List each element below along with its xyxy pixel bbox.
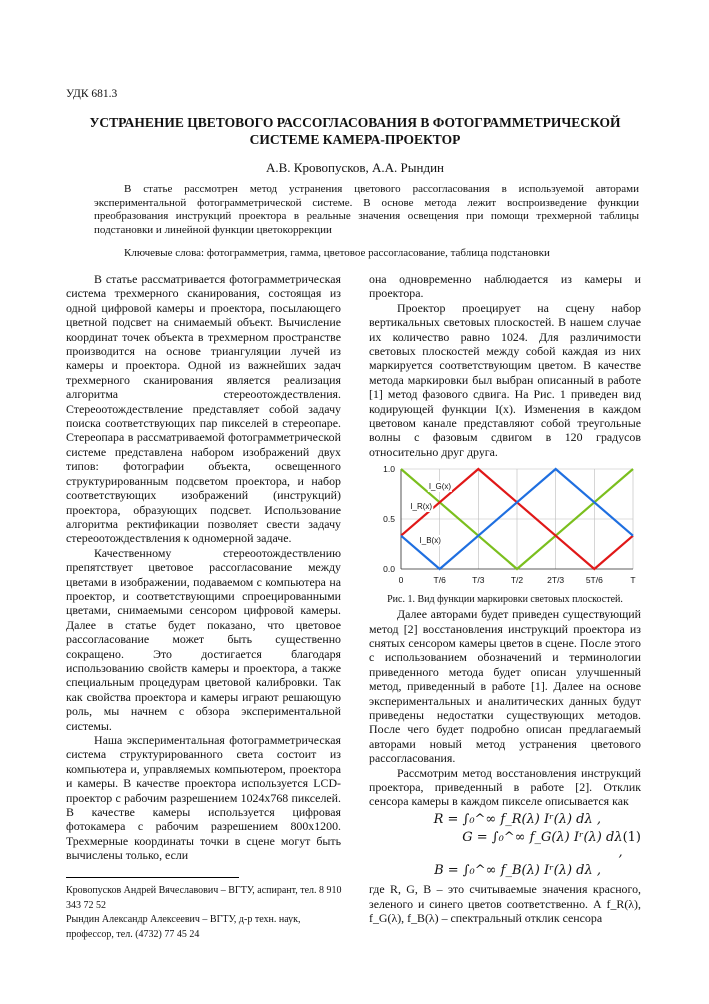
formula-b: B = ∫₀^∞ f_B(λ) Iʳ(λ) dλ , bbox=[434, 863, 601, 878]
x-tick-label: T bbox=[630, 575, 636, 586]
abstract: В статье рассмотрен метод устранения цветового рассогласования в используемой авторами экспериментальной фотограмметрической системе. В основе метода лежит воспроизведение функции преобразования инструкций проектора в реальные значения освещения при помощи трехмерной таблицы подстановки и линейной функции цветокоррекции bbox=[94, 183, 639, 236]
formula-g: G = ∫₀^∞ f_G(λ) Iʳ(λ) dλ , (1) bbox=[462, 830, 641, 860]
y-tick-label: 0.5 bbox=[383, 514, 395, 525]
right-column bbox=[369, 272, 641, 926]
series-label: I_G(x) bbox=[428, 482, 452, 492]
paragraph: Далее авторами будет приведен существующий метод [2] восстановления инструкций проектора из снятых сенсором камеры цветов в сцене. После этого с использованием обозначений и терминологии приведенного метода будет описан улучшенный метод, приведенный в работе [1]. Далее на основе экспериментальных и аналитических данных будут приведены недостатки существующих методов. После чего будет подробно описан предлагаемый авторами новый метод устранения цветового рассогласования. bbox=[369, 607, 641, 766]
paragraph: Наша экспериментальная фотограмметрическая система структурированного света состоит из компьютера и, управляемых компьютером, проектора и камеры. В качестве проектора используется LCD-проектор с рабочим разрешением 1024x768 пикселей. В качестве камеры используется цифровая фотокамера с рабочим разрешением 800x1200. Трехмерные координаты точки в сцене могут быть вычислены только, если bbox=[66, 733, 341, 863]
footnote: Кровопусков Андрей Вячеславович – ВГТУ, аспирант, тел. 8 910 343 72 52 bbox=[66, 885, 342, 911]
authors: А.В. Кровопусков, А.А. Рындин bbox=[265, 160, 445, 175]
paragraph: Качественному стереоотождествлению препятствует цветовое рассогласование между цветами в изображении, подаваемом с компьютера на проектор, и соответствующими спроецированными цветами, снимаемыми сенсором цифровой камеры. Далее в статье будет показано, что цветовое рассогласование может быть существенно сокращено. Это достигается благодаря использованию свойств камеры и проектора, а также специальным процедурам цветовой калибровки. Так как свойства проектора и камеры играют решающую роль, мы начнем с обзора экспериментальной системы. bbox=[66, 545, 341, 733]
y-tick-label: 0.0 bbox=[383, 564, 395, 575]
left-column bbox=[66, 272, 341, 863]
paragraph: она одновременно наблюдается из камеры и проектора. bbox=[369, 272, 641, 301]
footnotes bbox=[66, 884, 342, 942]
x-tick-label: T/3 bbox=[472, 575, 485, 586]
figure-caption: Рис. 1. Вид функции маркировки световых плоскостей. bbox=[387, 593, 623, 605]
equation-number: (1) bbox=[622, 830, 641, 846]
x-tick-label: T/6 bbox=[433, 575, 446, 586]
udc-code: УДК 681.3 bbox=[66, 88, 118, 100]
series-label: I_B(x) bbox=[419, 536, 441, 546]
paragraph: Рассмотрим метод восстановления инструкций проектора, приведенный в работе [2]. Отклик сенсора камеры в каждом пикселе описывается как bbox=[369, 765, 641, 809]
x-tick-label: T/2 bbox=[510, 575, 524, 586]
chart-series-labels bbox=[409, 481, 452, 546]
y-tick-label: 1.0 bbox=[383, 464, 395, 475]
footnote-rule bbox=[66, 877, 239, 878]
paragraph: В статье рассматривается фотограмметрическая система трехмерного сканирования, состоящая из одной цифровой камеры и проектора, посылающего цветной подсвет на снимаемый объект. Вычисление координат точек объекта в трехмерном пространстве производится на основе триангуляции лучей из камеры и проектора. Одной из важнейших задач трехмерного сканирования является реализация алгоритма стереоотождествления. Стереоотождествление представляет собой задачу поиска соответствующих пар пикселей в стереопаре. Стереопара в рассматриваемой фотограмметрической системе представлена набором изображений двух типов: фотографии объекта, освещенного структурированным подсветом проектора, и набор соответствующих изображений (инструкций) проектора, образующих подсвет. Использование алгоритма ректификации позволяет свести задачу стереоотождествления к одномерной задаче. bbox=[66, 272, 341, 546]
formula-r: R = ∫₀^∞ f_R(λ) Iʳ(λ) dλ , bbox=[433, 811, 601, 827]
paper-title: УСТРАНЕНИЕ ЦВЕТОВОГО РАССОГЛАСОВАНИЯ В ФОТОГРАММЕТРИЧЕСКОЙ СИСТЕМЕ КАМЕРА-ПРОЕКТОР bbox=[89, 115, 621, 147]
paragraph: где R, G, B – это считываемые значения красного, зеленого и синего цветов соответственно. А f_R(λ), f_G(λ), f_B(λ) – спектральный отклик сенсора bbox=[369, 882, 641, 926]
footnote: Рындин Александр Алексеевич – ВГТУ, д-р техн. наук, профессор, тел. (4732) 77 45 24 bbox=[66, 914, 301, 940]
keywords: Ключевые слова: фотограмметрия, гамма, цветовое рассогласование, таблица подстановки bbox=[124, 247, 550, 259]
x-tick-label: 2T/3 bbox=[547, 575, 565, 586]
series-label: I_R(x) bbox=[410, 502, 433, 512]
paragraph: Проектор проецирует на сцену набор вертикальных световых плоскостей. В нашем случае их количество равно 1024. Для различимости световых плоскостей между собой каждая из них маркируется соответствующим цветом. В качестве метода маркировки был выбран описанный в работе [1] метод фазового сдвига. На Рис. 1 приведен вид кодирующей функции I(x). Изменения в каждом цветовом канале представляют собой треугольные волны с фазовым сдвигом в 120 градусов относительно друг друга. bbox=[369, 300, 641, 459]
x-tick-label: 5T/6 bbox=[585, 575, 603, 586]
phase-shift-chart bbox=[369, 459, 641, 589]
x-tick-label: 0 bbox=[398, 575, 404, 586]
